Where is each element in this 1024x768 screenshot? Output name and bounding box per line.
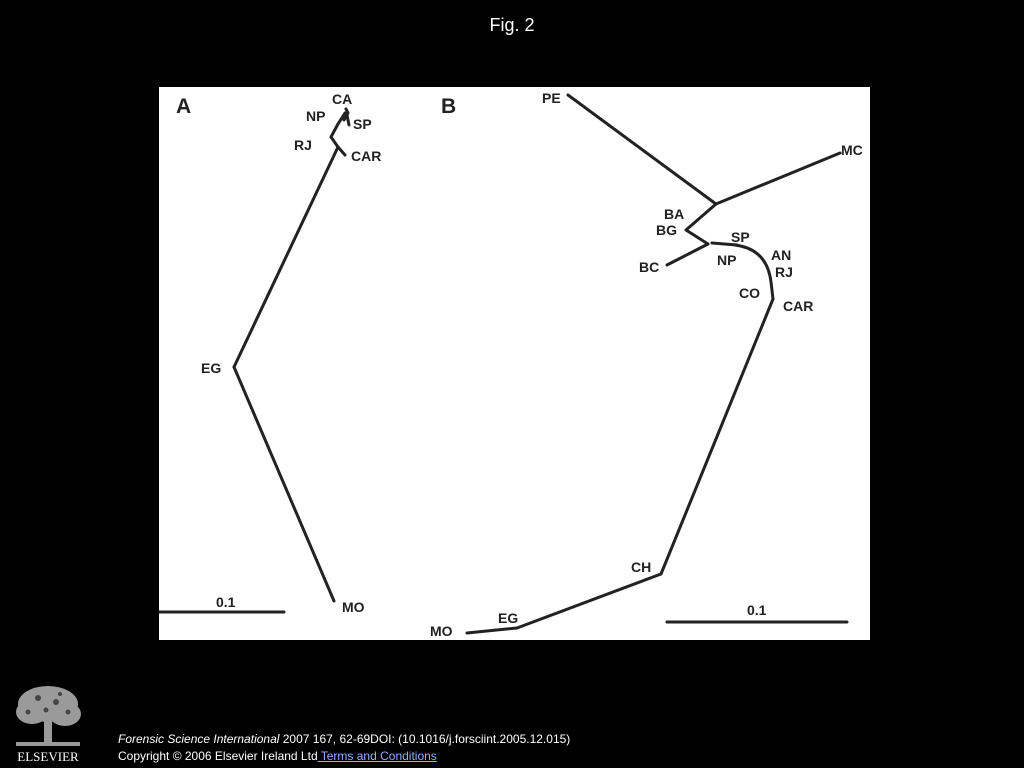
panel-b-branch-eg [517, 574, 661, 628]
copyright-line [118, 748, 570, 765]
citation-line [118, 731, 570, 748]
panel-b-label-pe: PE [542, 90, 561, 106]
panel-a-scale-label: 0.1 [216, 594, 236, 610]
panel-b [430, 90, 863, 639]
slide-title: Fig. 2 [489, 15, 535, 35]
panel-b-letter: B [441, 95, 457, 118]
panel-b-branch-ba-bg [686, 204, 716, 244]
panel-b-label-bg: BG [656, 222, 677, 238]
copyright-text: Copyright © 2006 Elsevier Ireland Ltd [118, 749, 318, 763]
panel-a-label-np: NP [306, 108, 326, 124]
panel-b-label-eg: EG [498, 610, 519, 626]
panel-b-label-mo: MO [430, 623, 453, 639]
panel-a-label-ca: CA [332, 91, 353, 107]
panel-b-label-bc: BC [639, 259, 660, 275]
panel-a [159, 91, 381, 615]
panel-b-label-ch: CH [631, 559, 652, 575]
citation-details: 2007 167, 62-69DOI: (10.1016/j.forsciint.2005.12.015) [279, 732, 571, 746]
panel-a-branch-eg [234, 147, 338, 367]
panel-a-label-car: CAR [351, 148, 382, 164]
panel-b-scale-label: 0.1 [747, 602, 767, 618]
citation-block [118, 731, 570, 765]
panel-a-letter: A [176, 95, 192, 118]
panel-b-branch-bc [667, 244, 708, 265]
elsevier-logo [10, 682, 86, 764]
panel-b-label-sp: SP [731, 229, 750, 245]
panel-b-branch-mc [716, 153, 840, 204]
journal-name: Forensic Science International [118, 732, 280, 746]
panel-a-branch-mo [234, 367, 334, 601]
elsevier-tree-icon [10, 682, 86, 764]
panel-b-label-ba: BA [664, 206, 685, 222]
phylogenetic-tree-figure [159, 87, 870, 640]
figure-panel [159, 87, 870, 640]
panel-a-label-mo: MO [342, 599, 365, 615]
panel-b-branch-pe [568, 95, 716, 204]
panel-a-label-eg: EG [201, 360, 222, 376]
panel-a-label-rj: RJ [294, 137, 312, 153]
panel-b-label-car: CAR [783, 298, 814, 314]
panel-b-branch-ch [661, 299, 773, 574]
panel-b-label-rj: RJ [775, 264, 793, 280]
panel-b-label-co: CO [739, 285, 760, 301]
terms-and-conditions-link[interactable]: Terms and Conditions [317, 749, 437, 763]
panel-b-label-mc: MC [841, 142, 863, 158]
panel-b-label-np: NP [717, 252, 737, 268]
elsevier-logo-text: ELSEVIER [17, 749, 79, 764]
panel-a-branch-sp [347, 115, 349, 125]
panel-a-branch-rj [331, 124, 338, 147]
panel-b-label-an: AN [771, 247, 792, 263]
panel-b-branch-mo [467, 628, 517, 633]
panel-a-label-sp: SP [353, 116, 372, 132]
